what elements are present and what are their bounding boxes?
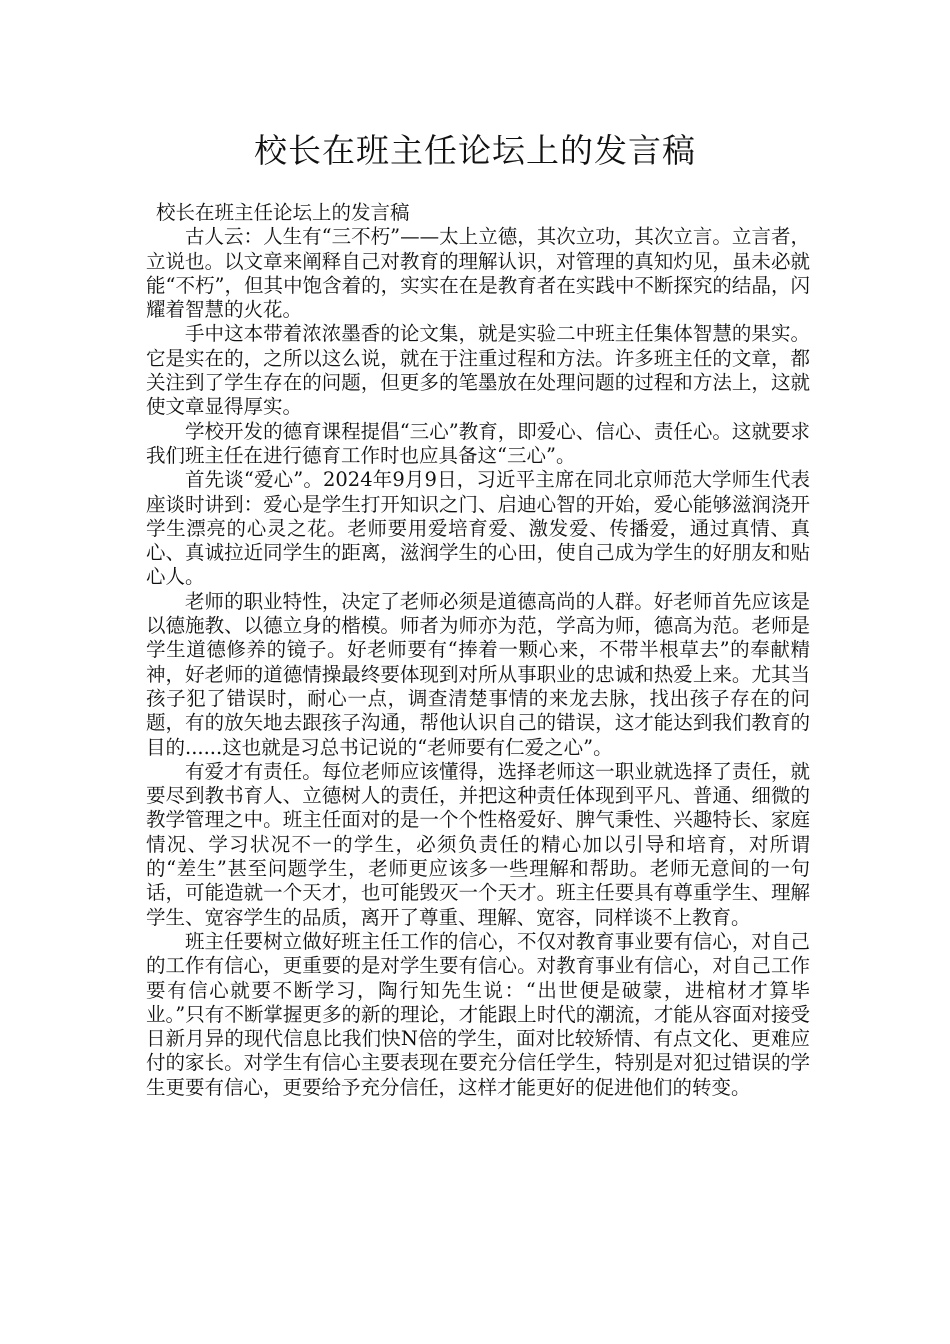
paragraph-1: 古人云：人生有“三不朽”——太上立德，其次立功，其次立言。立言者，立说也。以文章来阐释自己对教育的理解认识，对管理的真知灼见，虽未必就能“不朽”，但其中饱含着的，实实在在是教育者在实践中不断探究的结晶，闪耀着智慧的火花。	[146, 225, 810, 322]
document-subtitle: 校长在班主任论坛上的发言稿	[156, 201, 410, 224]
paragraph-2: 手中这本带着浓浓墨香的论文集，就是实验二中班主任集体智慧的果实。它是实在的，之所以这么说，就在于注重过程和方法。许多班主任的文章，都关注到了学生存在的问题，但更多的笔墨放在处理问题的过程和方法上，这就使文章显得厚实。	[146, 322, 810, 419]
paragraph-6: 有爱才有责任。每位老师应该懂得，选择老师这一职业就选择了责任，就要尽到教书育人、立德树人的责任，并把这种责任体现到平凡、普通、细微的教学管理之中。班主任面对的是一个个性格爱好、脾气秉性、兴趣特长、家庭情况、学习状况不一的学生，必须负责任的精心加以引导和培育，对所谓的“差生”甚至问题学生，老师更应该多一些理解和帮助。老师无意间的一句话，可能造就一个天才，也可能毁灭一个天才。班主任要具有尊重学生、理解学生、宽容学生的品质，离开了尊重、理解、宽容，同样谈不上教育。	[146, 759, 810, 929]
document-body	[146, 201, 810, 1100]
paragraph-7: 班主任要树立做好班主任工作的信心，不仅对教育事业要有信心，对自己的工作有信心，更重要的是对学生要有信心。对教育事业有信心，对自己工作要有信心就要不断学习，陶行知先生说：“出世便是破蒙，进棺材才算毕业。”只有不断掌握更多的新的理论，才能跟上时代的潮流，才能从容面对接受日新月异的现代信息比我们快N倍的学生，面对比较矫情、有点文化、更难应付的家长。对学生有信心主要表现在要充分信任学生，特别是对犯过错误的学生更要有信心，更要给予充分信任，这样才能更好的促进他们的转变。	[146, 929, 810, 1099]
document-title: 校长在班主任论坛上的发言稿	[254, 131, 696, 170]
paragraph-3: 学校开发的德育课程提倡“三心”教育，即爱心、信心、责任心。这就要求我们班主任在进行德育工作时也应具备这“三心”。	[146, 419, 810, 467]
paragraph-5: 老师的职业特性，决定了老师必须是道德高尚的人群。好老师首先应该是以德施教、以德立身的楷模。师者为师亦为范，学高为师，德高为范。老师是学生道德修养的镜子。好老师要有“捧着一颗心来，不带半根草去”的奉献精神，好老师的道德情操最终要体现到对所从事职业的忠诚和热爱上来。尤其当孩子犯了错误时，耐心一点，调查清楚事情的来龙去脉，找出孩子存在的问题，有的放矢地去跟孩子沟通，帮他认识自己的错误，这才能达到我们教育的目的......这也就是习总书记说的“老师要有仁爱之心”。	[146, 589, 810, 759]
paragraph-4: 首先谈“爱心”。2024年9月9日，习近平主席在同北京师范大学师生代表座谈时讲到：爱心是学生打开知识之门、启迪心智的开始，爱心能够滋润浇开学生漂亮的心灵之花。老师要用爱培育爱、激发爱、传播爱，通过真情、真心、真诚拉近同学生的距离，滋润学生的心田，使自己成为学生的好朋友和贴心人。	[146, 468, 810, 589]
